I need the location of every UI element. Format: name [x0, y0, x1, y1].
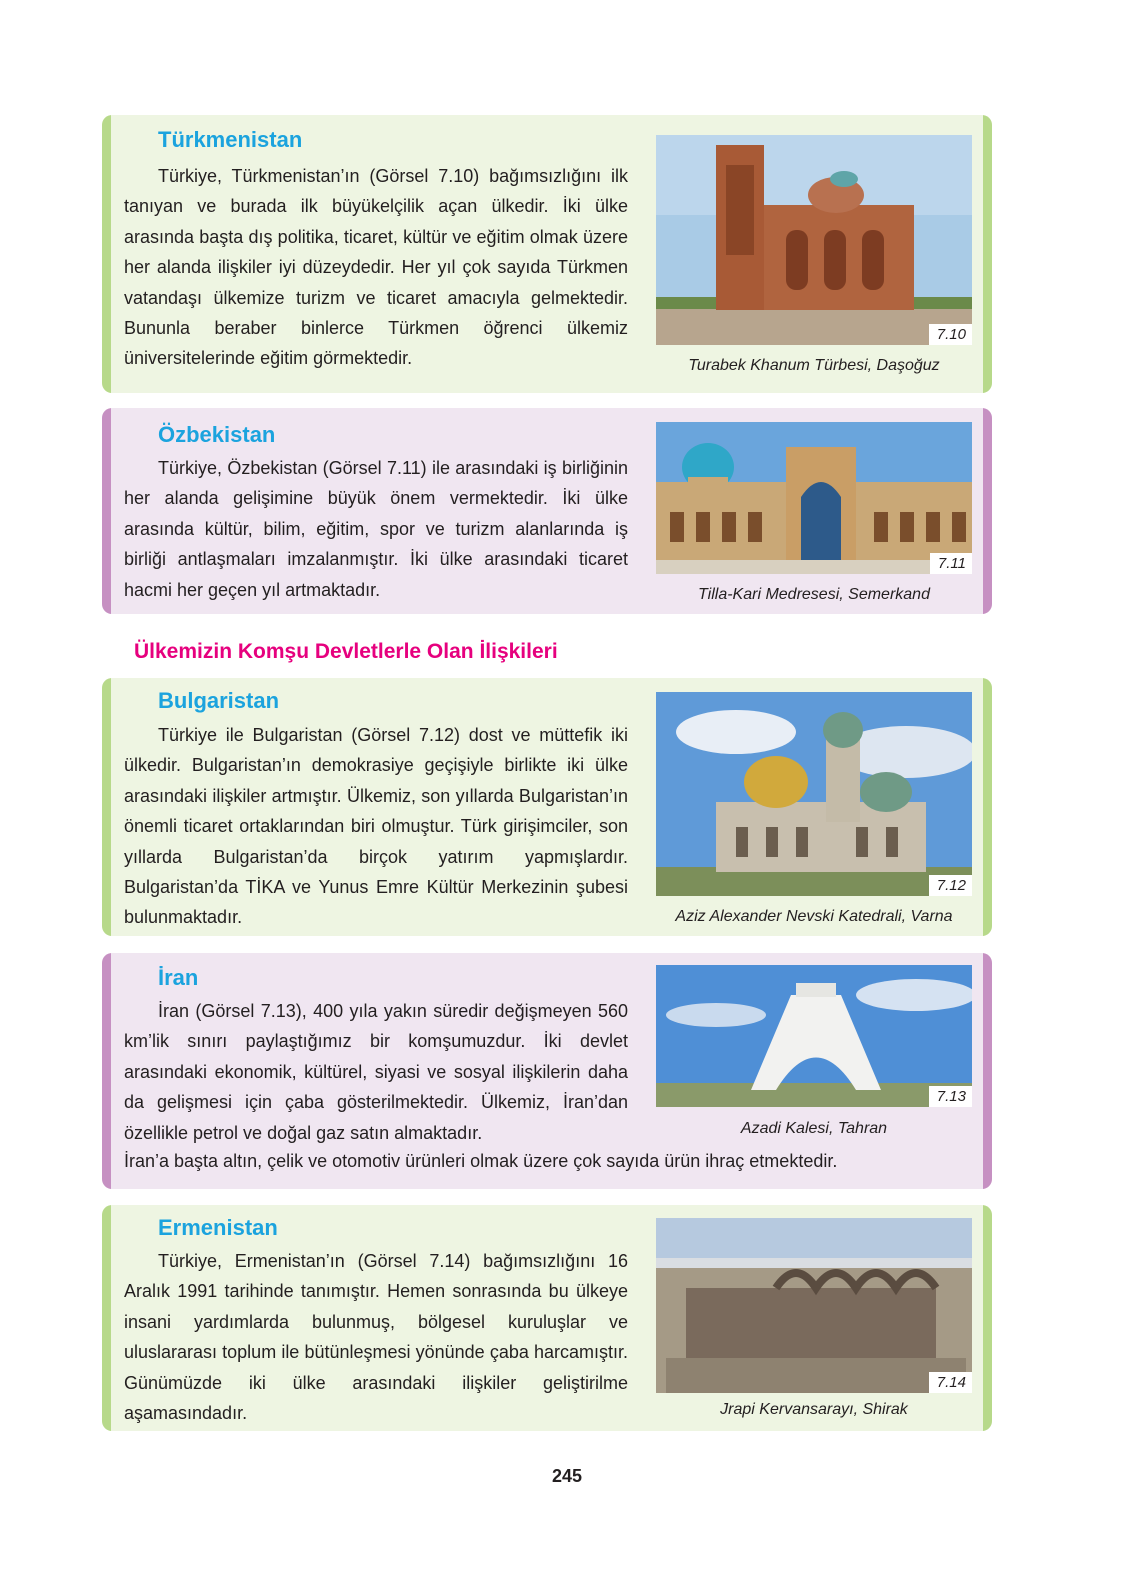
page-number: 245	[551, 1466, 583, 1486]
figure-number-7-12: 7.12	[929, 875, 972, 896]
turkmenistan-heading: Türkmenistan	[158, 127, 303, 152]
iran-caption: Azadi Kalesi, Tahran	[740, 1120, 888, 1137]
bulgaristan-text: Türkiye ile Bulgaristan (Görsel 7.12) dost ve müttefik iki ülkedir. Bulgaristan’ın demokrasiye geçişiyle birlikte iki ülke arasındaki ilişkiler artmıştır. Ülkemiz, son yıllarda Bulgaristan’ın önemli ticaret ortaklarından biri olmuştur. Türk girişimciler, son yıllarda Bulgaristan’da birçok yatırım yapmışlardır. Bulgaristan’da TİKA ve Yunus Emre Kültür Merkezinin şubesi bulunmaktadır.	[124, 725, 628, 928]
ozbekistan-photo	[656, 422, 972, 574]
bulgaristan-caption: Aziz Alexander Nevski Katedrali, Varna	[675, 908, 953, 925]
ermenistan-heading: Ermenistan	[158, 1215, 278, 1240]
bulgaristan-box	[102, 678, 992, 936]
iran-heading: İran	[158, 965, 199, 990]
figure-number-7-11: 7.11	[930, 553, 972, 574]
turkmenistan-photo	[656, 135, 972, 345]
bulgaristan-heading: Bulgaristan	[158, 688, 280, 713]
turkmenistan-box	[102, 115, 992, 393]
iran-box	[102, 953, 992, 1189]
figure-number-7-14: 7.14	[929, 1372, 972, 1393]
turkmenistan-caption: Turabek Khanum Türbesi, Daşoğuz	[688, 357, 940, 374]
section-title: Ülkemizin Komşu Devletlerle Olan İlişkileri	[134, 640, 558, 663]
ozbekistan-box	[102, 408, 992, 614]
ozbekistan-heading: Özbekistan	[158, 422, 276, 447]
ermenistan-box	[102, 1205, 992, 1431]
ermenistan-text: Türkiye, Ermenistan’ın (Görsel 7.14) bağımsızlığını 16 Aralık 1991 tarihinde tanımıştır. Hemen sonrasında bu ülkeye insani yardımlarda bulunmuş, bölgesel kuruluşlar ve uluslararası toplum ile bütünleşmesi yönünde çaba harcamıştır. Günümüzde iki ülke arasındaki ilişkiler geliştirilme aşamasındadır.	[124, 1251, 628, 1424]
figure-number-7-13: 7.13	[929, 1086, 972, 1107]
iran-text: İran (Görsel 7.13), 400 yıla yakın süredir değişmeyen 560 km’lik sınırı paylaştığımız bir komşumuzdur. İki devlet arasındaki ekonomik, kültürel, siyasi ve sosyal ilişkilerin daha da gelişmesi için çaba gösterilmektedir. Ülkemiz, İran’dan özellikle petrol ve doğal gaz satın almaktadır.	[124, 1001, 628, 1143]
ermenistan-photo	[656, 1218, 972, 1393]
ozbekistan-text: Türkiye, Özbekistan (Görsel 7.11) ile arasındaki iş birliğinin her alanda gelişimine büyük önem vermektedir. İki ülke arasında kültür, bilim, eğitim, spor ve turizm alanlarında iş birliği antlaşmaları imzalanmıştır. İki ülke arasındaki ticaret hacmi her geçen yıl artmaktadır.	[124, 458, 628, 600]
figure-number-7-10: 7.10	[929, 324, 972, 345]
iran-text-continued: İran’a başta altın, çelik ve otomotiv ürünleri olmak üzere çok sayıda ürün ihraç etmektedir.	[124, 1151, 838, 1171]
ermenistan-caption: Jrapi Kervansarayı, Shirak	[720, 1401, 908, 1418]
ozbekistan-caption: Tilla-Kari Medresesi, Semerkand	[698, 586, 930, 603]
bulgaristan-photo	[656, 692, 972, 896]
iran-photo	[656, 965, 972, 1107]
turkmenistan-text: Türkiye, Türkmenistan’ın (Görsel 7.10) bağımsızlığını ilk tanıyan ve burada ilk büyükelçilik açan ülkedir. İki ülke arasında başta dış politika, ticaret, kültür ve eğitim olmak üzere her alanda ilişkiler iyi düzeydedir. Her yıl çok sayıda Türkmen vatandaşı ülkemize turizm ve ticaret amacıyla gelmektedir. Bununla beraber binlerce Türkmen öğrenci ülkemiz üniversitelerinde eğitim görmektedir.	[124, 166, 628, 369]
